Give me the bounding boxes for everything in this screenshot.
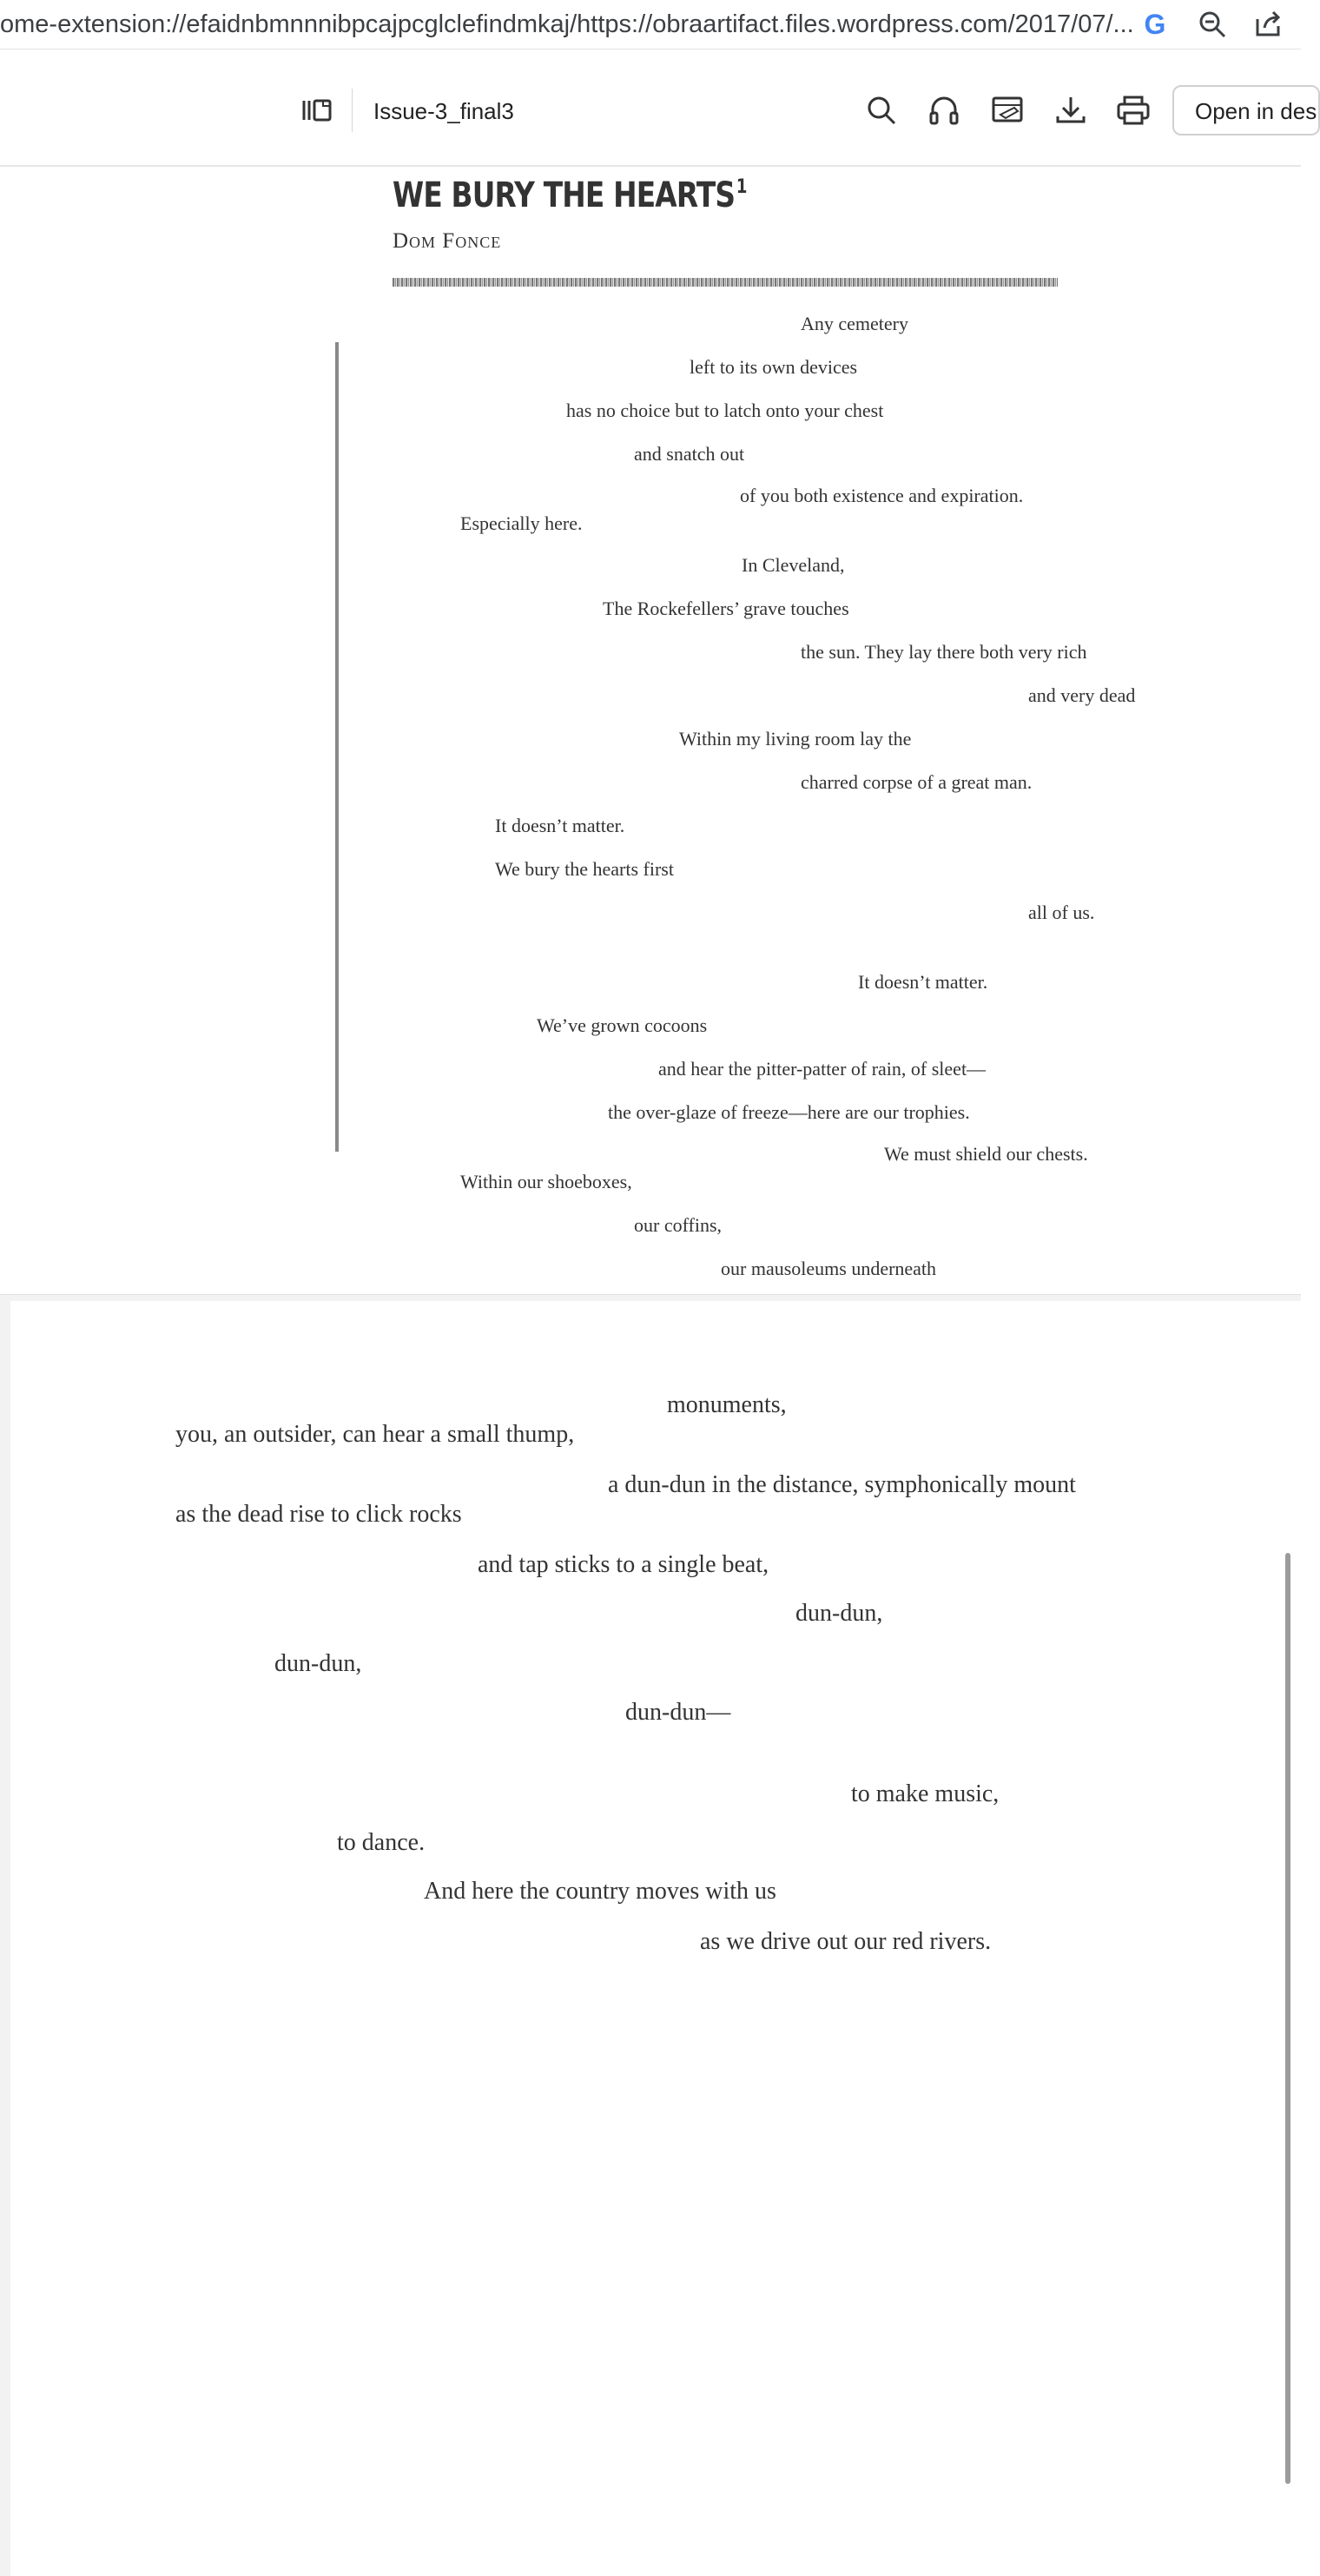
url-text[interactable]: ome-extension://efaidnbmnnnibpcajpcglclefindmkaj/https://obraartifact.files.wordpress.com/2017/07/...: [0, 10, 1134, 38]
sidebar-toggle-icon[interactable]: [299, 90, 339, 130]
decorative-rule: [393, 278, 1058, 287]
poem-line: and tap sticks to a single beat,: [478, 1551, 769, 1578]
poem-line: In Cleveland,: [742, 554, 845, 576]
document-title: Issue-3_final3: [373, 98, 514, 124]
poem-title-text: WE BURY THE HEARTS: [393, 175, 736, 215]
poem-line: our mausoleums underneath: [721, 1258, 937, 1279]
poem-line: dun-dun,: [274, 1650, 362, 1677]
poem-line: to dance.: [337, 1829, 426, 1856]
poem-line: has no choice but to latch onto your chest: [566, 400, 884, 421]
open-in-desktop-button[interactable]: Open in des: [1172, 85, 1320, 135]
footnote-marker: 1: [736, 176, 747, 198]
poem-line: the sun. They lay there both very rich: [801, 641, 1087, 663]
poem-line: Within my living room lay the: [679, 728, 912, 750]
read-aloud-icon[interactable]: [924, 90, 964, 130]
poem-line: of you both existence and expiration.: [740, 485, 1024, 506]
poem-line: to make music,: [851, 1780, 1000, 1807]
search-icon[interactable]: [861, 90, 901, 130]
address-bar: [0, 0, 1301, 50]
share-icon[interactable]: [1251, 7, 1285, 42]
poem-line: It doesn’t matter.: [495, 815, 625, 836]
poem-title: [393, 175, 747, 215]
poem-line: as we drive out our red rivers.: [700, 1928, 992, 1955]
poem-line: dun-dun,: [795, 1600, 883, 1627]
poem-line: our coffins,: [634, 1214, 723, 1236]
scrollbar-thumb[interactable]: [1285, 1553, 1290, 2484]
pdf-page-2: [10, 1301, 1301, 2576]
poem-line: the over-glaze of freeze—here are our trophies.: [608, 1101, 970, 1123]
poem-line: We bury the hearts first: [495, 858, 674, 880]
poem-line: a dun-dun in the distance, symphonically mount: [608, 1471, 1076, 1498]
poem-line: and hear the pitter-patter of rain, of sleet—: [658, 1058, 987, 1080]
poem-line: charred corpse of a great man.: [801, 771, 1033, 793]
margin-bar: [335, 342, 339, 1152]
poem-line: dun-dun—: [625, 1699, 731, 1726]
poem-line: left to its own devices: [690, 356, 858, 378]
poem-author: Dom Fonce: [393, 229, 502, 253]
fill-sign-icon[interactable]: [988, 90, 1028, 130]
poem-line: and snatch out: [634, 443, 745, 465]
toolbar-separator: [352, 89, 353, 132]
poem-line: Any cemetery: [801, 313, 908, 334]
poem-line: We’ve grown cocoons: [537, 1014, 708, 1036]
page-left-margin: [0, 1301, 10, 2576]
download-icon[interactable]: [1051, 90, 1091, 130]
poem-line: It doesn’t matter.: [858, 971, 988, 993]
poem-line: and very dead: [1028, 684, 1136, 706]
poem-line: all of us.: [1028, 902, 1095, 923]
zoom-icon[interactable]: [1195, 7, 1230, 42]
poem-line: you, an outsider, can hear a small thump,: [175, 1421, 575, 1448]
google-icon[interactable]: G: [1144, 9, 1166, 40]
poem-line: Within our shoeboxes,: [460, 1171, 632, 1192]
poem-line: And here the country moves with us: [424, 1878, 776, 1905]
poem-line: as the dead rise to click rocks: [175, 1501, 462, 1528]
pdf-toolbar: [0, 56, 1317, 167]
poem-line: The Rockefellers’ grave touches: [603, 598, 849, 619]
pdf-page-1: [0, 167, 1301, 1294]
poem-line: Especially here.: [460, 512, 583, 534]
poem-line: We must shield our chests.: [884, 1143, 1088, 1165]
print-icon[interactable]: [1113, 90, 1153, 130]
poem-line: monuments,: [667, 1391, 787, 1418]
